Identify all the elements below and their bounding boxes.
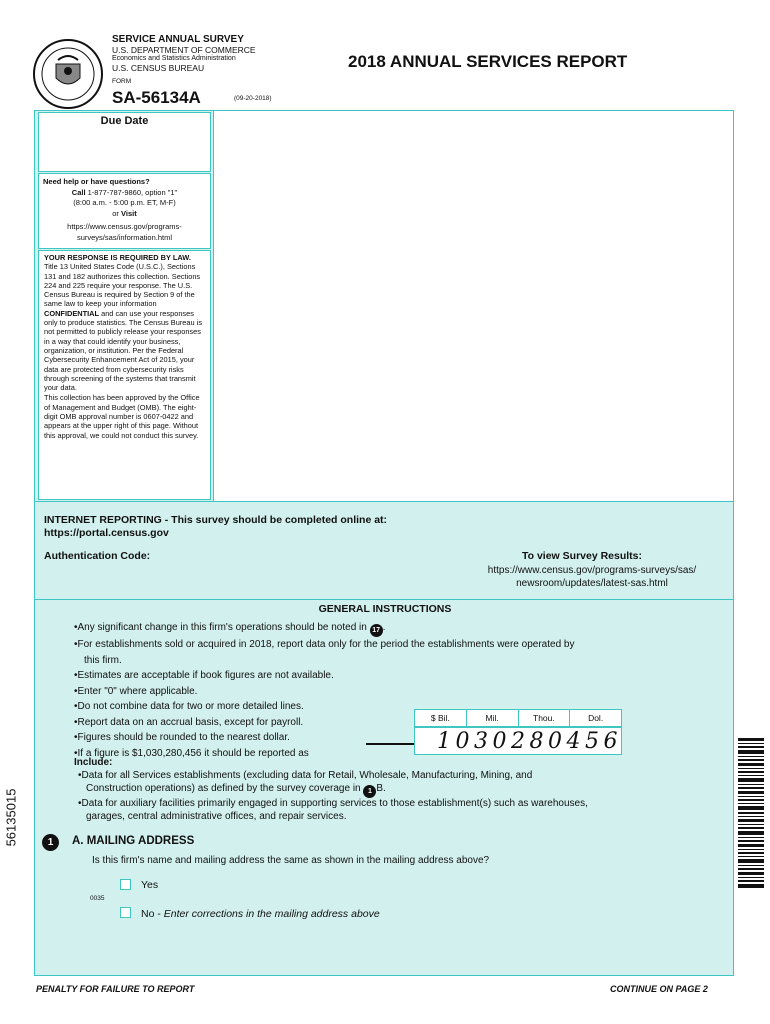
include-text: Data for all Services establishments (excluding data for Retail, Wholesale, Manufacturing, Mining, and: [81, 770, 533, 781]
mailing-address-question: Is this firm's name and mailing address the same as shown in the mailing address above?: [92, 855, 490, 866]
include-text: Data for auxiliary facilities primarily engaged in supporting services to those establishment(s) such as warehouses,: [81, 797, 588, 809]
header-billions: $ Bil.: [415, 710, 467, 726]
survey-results-link[interactable]: [464, 565, 720, 590]
authentication-code-label: Authentication Code:: [44, 550, 151, 562]
list-item-continuation: garages, central administrative offices, and repair services.: [86, 810, 347, 822]
internet-reporting-heading: INTERNET REPORTING - This survey should be completed online at:: [44, 514, 388, 526]
help-box: [38, 173, 211, 249]
survey-results-title: To view Survey Results:: [522, 550, 643, 562]
list-item: •Data for all Services establishments (excluding data for Retail, Wholesale, Manufacturing, Mining, and: [78, 770, 533, 781]
header-thousands: Thou.: [519, 710, 571, 726]
yes-checkbox[interactable]: [120, 879, 131, 890]
form-label: FORM: [112, 78, 132, 85]
bureau-name: U.S. CENSUS BUREAU: [112, 63, 205, 73]
header-dollars: Dol.: [588, 713, 604, 723]
department-name: U.S. DEPARTMENT OF COMMERCE: [112, 45, 256, 55]
legal-notice-text: [44, 253, 205, 392]
instruction-text: If a figure is $1,030,280,456 it should be reported as: [77, 747, 309, 759]
instruction-text: Figures should be rounded to the nearest dollar.: [77, 732, 290, 743]
no-checkbox[interactable]: [120, 907, 131, 918]
list-item: •Figures should be rounded to the nearest dollar.: [74, 732, 290, 743]
no-label: [141, 908, 380, 920]
due-date-box: [38, 112, 211, 172]
include-title: Include:: [74, 757, 113, 768]
example-amount-headers: [414, 709, 622, 727]
include-text: Construction operations) as defined by the survey coverage in: [86, 782, 361, 794]
example-amount-value: 1030280456: [414, 727, 622, 755]
side-form-code: [0, 788, 30, 848]
survey-name: SERVICE ANNUAL SURVEY: [112, 34, 244, 45]
list-item: •Do not combine data for two or more detailed lines.: [74, 701, 304, 712]
item-1-letter: B.: [376, 782, 386, 794]
list-item-continuation: [78, 783, 718, 798]
help-title: Need help or have questions?: [43, 177, 150, 186]
mailing-address-area: [214, 110, 734, 502]
omb-notice: This collection has been approved by the Office of Management and Budget (OMB). The eight-digit OMB approval number is 0607-0422 and appears at the upper right of this page. Without this approval, we could not conduct this survey.: [44, 393, 200, 440]
instruction-text: Report data on an accrual basis, except for payroll.: [77, 716, 304, 728]
help-phone-line: [43, 188, 206, 199]
arrow-icon: [366, 743, 420, 745]
form-number: SA-56134A: [112, 88, 201, 107]
general-instructions-title: GENERAL INSTRUCTIONS: [318, 603, 452, 615]
list-item: •Any significant change in this firm's operations should be noted in 17 .: [74, 620, 724, 637]
include-list: [78, 770, 718, 823]
confidential-label: CONFIDENTIAL: [44, 308, 100, 318]
list-item: •If a figure is $1,030,280,456 it should be reported as: [74, 747, 309, 759]
list-item-continuation: this firm.: [84, 654, 122, 666]
list-item: •Enter "0" where applicable.: [74, 685, 198, 697]
instruction-text: Do not combine data for two or more detailed lines.: [77, 701, 304, 712]
department-seal-logo: [32, 38, 104, 110]
survey-results-url-line-2: newsroom/updates/latest-sas.html: [516, 577, 668, 589]
instruction-list: [74, 620, 724, 761]
portal-link[interactable]: https://portal.census.gov: [44, 527, 169, 539]
instruction-text: Estimates are acceptable if book figures are not available.: [77, 670, 334, 681]
administration-name: Economics and Statistics Administration: [112, 55, 236, 62]
footer-continue-note: CONTINUE ON PAGE 2: [610, 984, 708, 994]
no-text: No -: [141, 908, 161, 920]
page-title: 2018 ANNUAL SERVICES REPORT: [348, 52, 628, 71]
legal-notice-body-1: Title 13 United States Code (U.S.C.), Sections 131 and 182 authorizes this collection. Sections 224 and 225 require your response. The U.S. Census Bureau is required by Section 9 of the same law to keep your information: [44, 262, 201, 309]
help-url-link[interactable]: https://www.census.gov/programs-surveys/sas/information.html: [67, 222, 182, 242]
instruction-text: Any significant change in this firm's operations should be noted in: [77, 622, 367, 633]
item-1-marker: 1: [363, 785, 376, 798]
mailing-address-title: A. MAILING ADDRESS: [72, 835, 195, 847]
form-date: (09-20-2018): [234, 95, 272, 102]
help-phone[interactable]: 1-877-787-9860, option "1": [87, 187, 178, 197]
list-item: •Report data on an accrual basis, except for payroll.: [74, 716, 304, 728]
legal-notice-box: [38, 250, 211, 500]
call-label: Call: [71, 187, 86, 197]
instruction-text: Enter "0" where applicable.: [77, 685, 198, 697]
survey-results-url-line-1: https://www.census.gov/programs-surveys/sas/: [487, 565, 697, 576]
visit-label: Visit: [121, 208, 137, 218]
list-item: •Estimates are acceptable if book figures are not available.: [74, 670, 334, 681]
help-or-visit: [43, 209, 206, 220]
help-hours: (8:00 a.m. - 5:00 p.m. ET, M-F): [73, 198, 176, 207]
list-item: •For establishments sold or acquired in 2018, report data only for the period the establishments were operated by: [74, 639, 575, 650]
no-note: Enter corrections in the mailing address above: [163, 908, 380, 920]
due-date-label: Due Date: [100, 115, 149, 127]
header-millions: Mil.: [467, 710, 519, 726]
section-number-badge: 1: [42, 834, 59, 851]
yes-label: Yes: [141, 879, 159, 891]
item-code: 0035: [90, 895, 105, 902]
instruction-text: For establishments sold or acquired in 2018, report data only for the period the establishments were operated by: [77, 639, 575, 650]
or-label: or: [112, 208, 119, 218]
internet-reporting-title: [44, 514, 387, 540]
barcode-icon: [738, 738, 764, 888]
list-item: •Data for auxiliary facilities primarily engaged in supporting services to those establishment(s) such as warehouses,: [78, 797, 588, 809]
legal-notice-body-2: and can use your responses only to produce statistics. The Census Bureau is not permitted to publicly release your responses in a way that could identify your business, organization, or institution. Per the Federal Cybersecurity Enhancement Act of 2015, your data are protected from cybersecurity risks through screening of the systems that transmit your data.: [44, 308, 203, 393]
legal-notice-lead: YOUR RESPONSE IS REQUIRED BY LAW.: [44, 253, 191, 262]
footer-penalty-note: PENALTY FOR FAILURE TO REPORT: [36, 984, 195, 994]
item-17-marker: 17: [370, 624, 383, 637]
side-form-code-text: 56135015: [3, 788, 19, 847]
